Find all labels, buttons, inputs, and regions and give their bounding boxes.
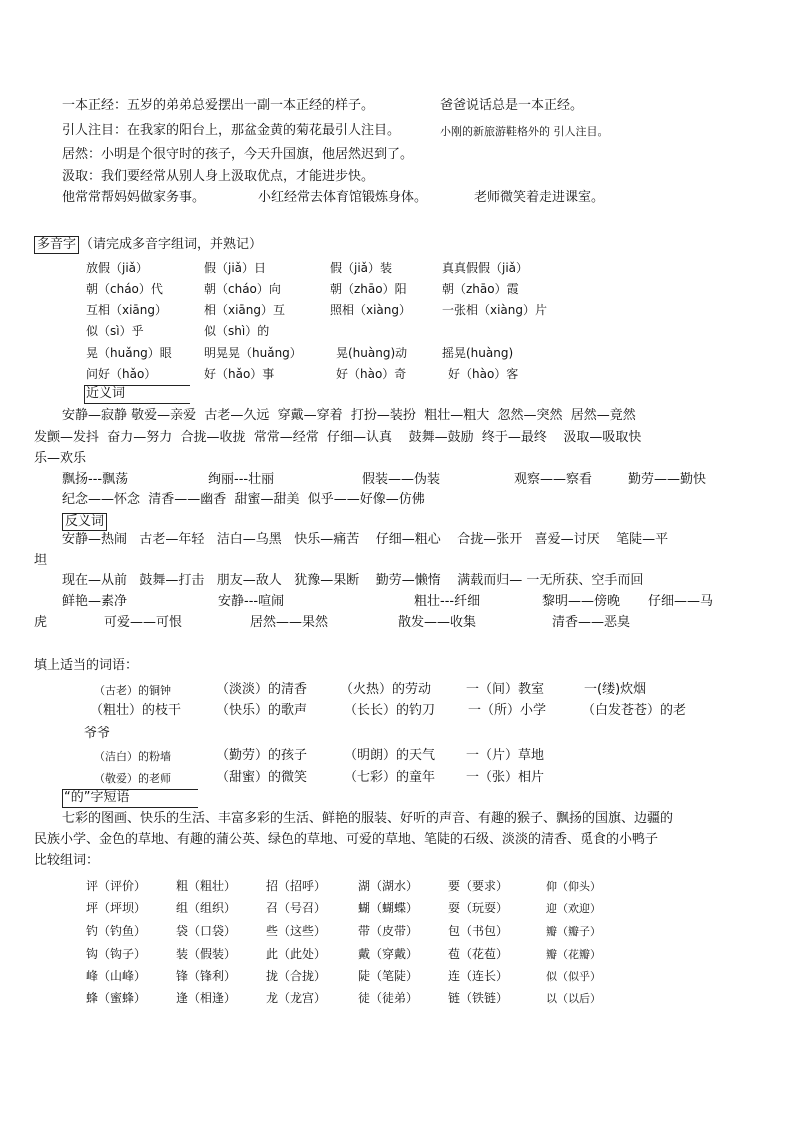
antonym-pair: 可爱——可恨	[104, 615, 183, 630]
compare-cell: 蝴（蝴蝶）	[358, 901, 419, 915]
antonym-pair: 虎	[34, 615, 48, 630]
poly-cell: 问好（hǎo）	[86, 367, 157, 381]
section-rule	[84, 385, 190, 386]
de-phrase-line: 七彩的图画、快乐的生活、丰富多彩的生活、鲜艳的服装、好听的声音、有趣的猴子、飘扬的国旗、边疆的	[62, 811, 674, 826]
fill-cell: （明朗）的天气	[344, 748, 436, 763]
fill-cell: （勤劳）的孩子	[216, 748, 308, 763]
compare-cell: 徒（徒弟）	[358, 991, 419, 1005]
synonym-pair: 勤劳——勤快	[628, 472, 707, 487]
compare-cell: 以（以后）	[546, 992, 601, 1005]
antonym-pair: 鲜艳—素净	[62, 594, 128, 609]
section-rule	[62, 789, 198, 790]
synonym-line: 安静—寂静 敬爱—亲爱 古老—久远 穿戴—穿着 打扮—装扮 粗壮—粗大 忽然—突然 居然—竟然	[62, 408, 636, 423]
fill-cell: （白发苍苍）的老	[582, 703, 687, 718]
sentence-duanlian: 小红经常去体育馆锻炼身体。	[258, 190, 428, 205]
de-phrases-title: “的”字短语	[64, 790, 130, 805]
fill-cell: 一(缕)炊烟	[584, 682, 647, 697]
poly-cell: 似（shì）的	[204, 324, 270, 338]
poly-cell: 摇晃(huàng)	[442, 346, 514, 360]
antonym-line: 现在—从前 鼓舞—打击 朋友—敌人 犹豫—果断 勤劳—懒惰 满载而归— 一无所获、空手而回	[62, 573, 644, 588]
poly-cell: 似（sì）乎	[86, 324, 144, 338]
compare-cell: 湖（湖水）	[358, 879, 419, 893]
antonym-pair: 清香——恶臭	[552, 615, 631, 630]
synonym-pair: 绚丽---壮丽	[208, 472, 275, 487]
fill-cell: （淡淡）的清香	[216, 682, 308, 697]
fill-cell: （甜蜜）的微笑	[216, 770, 308, 785]
compare-cell: 迎（欢迎）	[546, 902, 601, 915]
compare-cell: 粗（粗壮）	[176, 879, 237, 893]
poly-cell: 朝（cháo）向	[204, 282, 281, 296]
antonyms-title: 反义词	[62, 513, 107, 531]
compare-title: 比较组词：	[34, 853, 100, 868]
sentence-juran: 居然：小明是个很守时的孩子，今天升国旗，他居然迟到了。	[62, 147, 414, 162]
synonym-pair: 假装——伪装	[362, 472, 441, 487]
compare-cell: 逢（相逢）	[176, 991, 237, 1005]
sentence-jiawu: 他常常帮妈妈做家务事。	[62, 190, 206, 205]
antonym-pair: 居然——果然	[250, 615, 329, 630]
fill-cell: 一（所）小学	[468, 703, 547, 718]
compare-cell: 评（评价）	[86, 879, 147, 893]
compare-cell: 蜂（蜜蜂）	[86, 991, 147, 1005]
fill-cell: 一（间）教室	[466, 682, 545, 697]
sentence-jiqu: 汲取：我们要经常从别人身上汲取优点，才能进步快。	[62, 169, 375, 184]
compare-cell: 瓣（瓣子）	[546, 925, 601, 938]
poly-cell: 照相（xiàng）	[330, 303, 412, 317]
poly-cell: 真真假假（jiǎ）	[442, 261, 529, 275]
fill-cell: （洁白）的粉墙	[94, 750, 171, 763]
section-rule	[62, 807, 198, 808]
poly-cell: 放假（jiǎ）	[86, 261, 149, 275]
poly-cell: 互相（xiāng）	[86, 303, 168, 317]
compare-cell: 组（组织）	[176, 901, 237, 915]
synonym-pair: 飘扬---飘荡	[62, 472, 129, 487]
fill-cell: 一（张）相片	[466, 770, 545, 785]
compare-cell: 招（招呼）	[266, 879, 327, 893]
compare-cell: 龙（龙宫）	[266, 991, 327, 1005]
synonym-pair: 观察——察看	[514, 472, 593, 487]
compare-cell: 包（书包）	[448, 924, 509, 938]
synonyms-title: 近义词	[86, 386, 126, 401]
poly-cell: 好（hào）客	[448, 367, 519, 381]
fill-title: 填上适当的词语：	[34, 658, 139, 673]
polyphone-title: 多音字	[34, 236, 79, 254]
poly-cell: 好（hǎo）事	[204, 367, 275, 381]
compare-cell: 钓（钓鱼）	[86, 924, 147, 938]
fill-cell: 一（片）草地	[466, 748, 545, 763]
antonym-pair: 黎明——傍晚	[542, 594, 621, 609]
compare-cell: 召（号召）	[266, 901, 327, 915]
sentence-yibenzhengjing-2: 爸爸说话总是一本正经。	[440, 98, 584, 113]
compare-cell: 此（此处）	[266, 947, 327, 961]
poly-cell: 晃(huàng)动	[336, 346, 408, 360]
poly-cell: 假（jiǎ）日	[204, 261, 267, 275]
synonym-line: 乐—欢乐	[34, 451, 87, 466]
poly-cell: 朝（zhāo）阳	[330, 282, 407, 296]
poly-cell: 晃（huǎng）眼	[86, 346, 172, 360]
compare-cell: 装（假装）	[176, 947, 237, 961]
compare-cell: 袋（口袋）	[176, 924, 237, 938]
poly-cell: 明晃晃（huǎng）	[204, 346, 302, 360]
fill-cell: （七彩）的童年	[344, 770, 436, 785]
compare-cell: 似（似乎）	[546, 970, 601, 983]
section-rule	[84, 385, 85, 404]
synonym-line: 发颤—发抖 奋力—努力 合拢—收拢 常常—经常 仔细—认真 鼓舞—鼓励 终于—最终 汲取—吸取快	[34, 430, 642, 445]
compare-cell: 戴（穿戴）	[358, 947, 419, 961]
section-rule	[84, 403, 190, 404]
compare-cell: 连（连长）	[448, 969, 509, 983]
sentence-yinrenzhumu: 引人注目：在我家的阳台上，那盆金黄的菊花最引人注目。	[62, 123, 401, 138]
fill-cell: （火热）的劳动	[340, 682, 432, 697]
poly-cell: 一张相（xiàng）片	[442, 303, 548, 317]
compare-cell: 坪（坪坝）	[86, 901, 147, 915]
compare-cell: 瓣（花瓣）	[546, 948, 601, 961]
fill-cell: 爷爷	[84, 726, 111, 741]
poly-cell: 朝（cháo）代	[86, 282, 163, 296]
antonym-pair: 散发——收集	[398, 615, 477, 630]
antonym-line: 坦	[34, 553, 48, 568]
antonym-pair: 粗壮---纤细	[414, 594, 481, 609]
compare-cell: 陡（笔陡）	[358, 969, 419, 983]
sentence-weixiao: 老师微笑着走进课室。	[474, 190, 605, 205]
poly-cell: 相（xiāng）互	[204, 303, 286, 317]
compare-cell: 仰（仰头）	[546, 880, 601, 893]
fill-cell: （粗壮）的枝干	[90, 703, 182, 718]
poly-cell: 假（jiǎ）装	[330, 261, 393, 275]
poly-cell: 朝（zhāo）霞	[442, 282, 519, 296]
compare-cell: 锋（锋利）	[176, 969, 237, 983]
antonym-line: 安静—热闹 古老—年轻 洁白—乌黑 快乐—痛苦 仔细—粗心 合拢—张开 喜爱—讨厌 笔陡—平	[62, 532, 669, 547]
fill-cell: （快乐）的歌声	[216, 703, 308, 718]
fill-cell: （长长）的钓刀	[344, 703, 436, 718]
compare-cell: 拢（合拢）	[266, 969, 327, 983]
compare-cell: 带（皮带）	[358, 924, 419, 938]
synonym-line: 纪念——怀念 清香——幽香 甜蜜—甜美 似乎——好像—仿佛	[62, 492, 425, 507]
section-rule	[62, 789, 63, 808]
fill-cell: （古老）的铜钟	[94, 684, 171, 697]
compare-cell: 链（铁链）	[448, 991, 509, 1005]
sentence-yibenzhengjing: 一本正经：五岁的弟弟总爱摆出一副一本正经的样子。	[62, 98, 375, 113]
compare-cell: 些（这些）	[266, 924, 327, 938]
compare-cell: 苞（花苞）	[448, 947, 509, 961]
sentence-yinrenzhumu-2: 小刚的新旅游鞋格外的 引人注目。	[440, 125, 609, 138]
antonym-pair: 仔细——马	[648, 594, 714, 609]
compare-cell: 钩（钩子）	[86, 947, 147, 961]
compare-cell: 耍（玩耍）	[448, 901, 509, 915]
polyphone-note: （请完成多音字组词，并熟记）	[80, 237, 263, 252]
fill-cell: （敬爱）的老师	[94, 772, 171, 785]
poly-cell: 好（hào）奇	[336, 367, 407, 381]
de-phrase-line: 民族小学、金色的草地、有趣的蒲公英、绿色的草地、可爱的草地、笔陡的石级、淡淡的清香、觅食的小鸭子	[34, 832, 659, 847]
compare-cell: 要（要求）	[448, 879, 509, 893]
antonym-pair: 安静---喧闹	[218, 594, 285, 609]
compare-cell: 峰（山峰）	[86, 969, 147, 983]
